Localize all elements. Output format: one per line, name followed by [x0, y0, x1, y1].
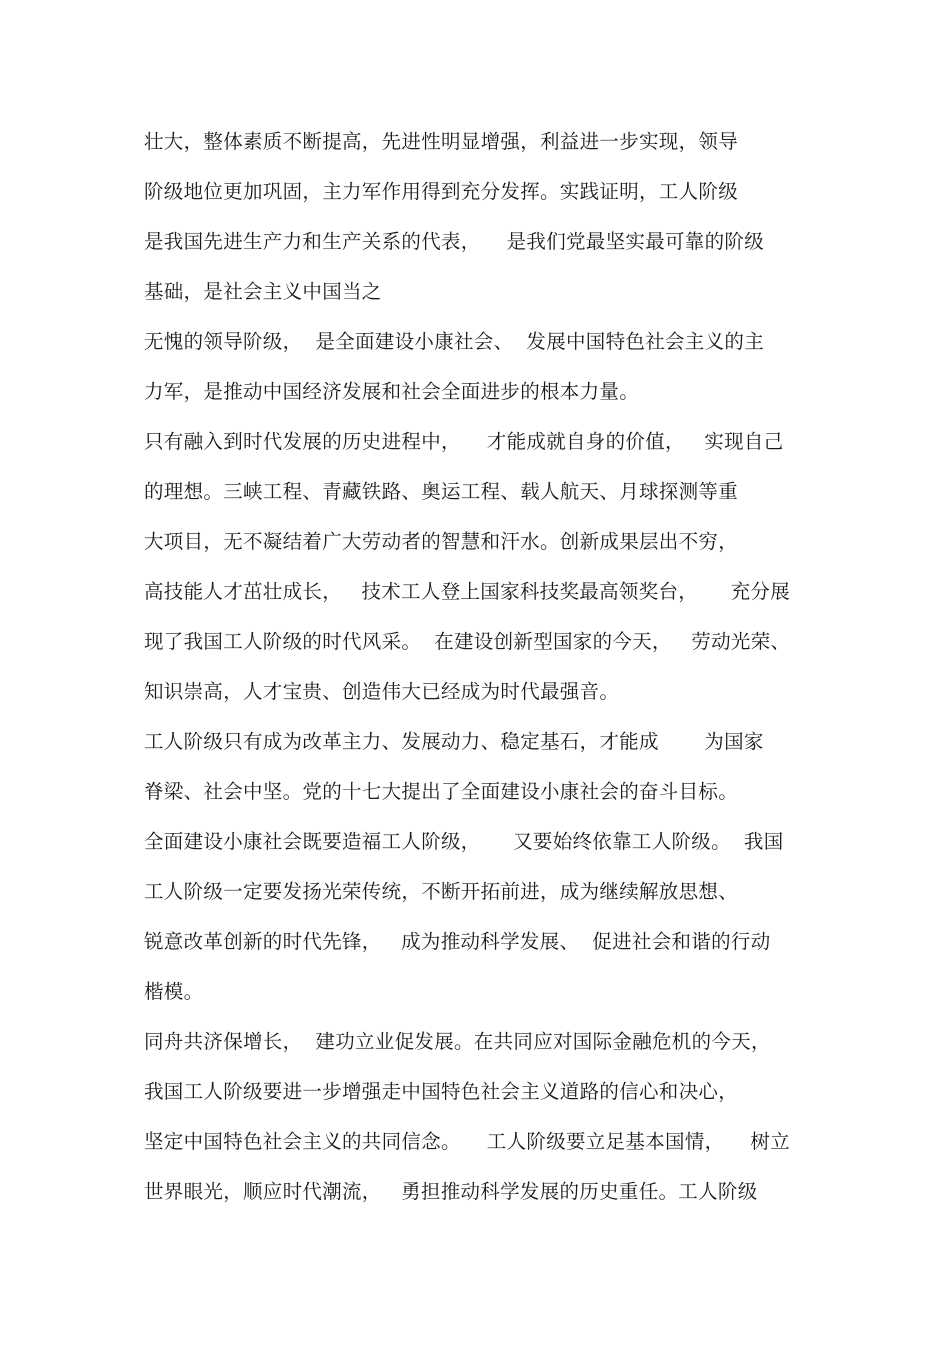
text-line: 锐意改革创新的时代先锋， 成为推动科学发展、 促进社会和谐的行动 [144, 930, 771, 953]
text-line: 全面建设小康社会既要造福工人阶级， 又要始终依靠工人阶级。 我国 [144, 830, 784, 853]
text-line: 大项目，无不凝结着广大劳动者的智慧和汗水。创新成果层出不穷， [144, 530, 739, 553]
text-line: 现了我国工人阶级的时代风采。 在建设创新型国家的今天， 劳动光荣、 [144, 630, 791, 653]
text-line: 高技能人才茁壮成长， 技术工人登上国家科技奖最高领奖台， 充分展 [144, 580, 790, 603]
text-line: 工人阶级只有成为改革主力、发展动力、稳定基石，才能成 为国家 [144, 730, 764, 753]
text-line: 世界眼光，顺应时代潮流， 勇担推动科学发展的历史重任。工人阶级 [144, 1180, 758, 1203]
text-line: 楷模。 [144, 980, 204, 1003]
text-line: 基础，是社会主义中国当之 [144, 280, 382, 303]
text-line: 我国工人阶级要进一步增强走中国特色社会主义道路的信心和决心， [144, 1080, 739, 1103]
text-line: 是我国先进生产力和生产关系的代表， 是我们党最坚实最可靠的阶级 [144, 230, 764, 253]
text-line: 脊梁、社会中坚。党的十七大提出了全面建设小康社会的奋斗目标。 [144, 780, 739, 803]
text-line: 知识崇高，人才宝贵、创造伟大已经成为时代最强音。 [144, 680, 620, 703]
text-line: 工人阶级一定要发扬光荣传统，不断开拓前进，成为继续解放思想、 [144, 880, 739, 903]
text-line: 只有融入到时代发展的历史进程中， 才能成就自身的价值， 实现自己 [144, 430, 784, 453]
text-line: 阶级地位更加巩固，主力军作用得到充分发挥。实践证明，工人阶级 [144, 180, 739, 203]
text-line: 无愧的领导阶级， 是全面建设小康社会、 发展中国特色社会主义的主 [144, 330, 764, 353]
text-line: 壮大，整体素质不断提高，先进性明显增强，利益进一步实现，领导 [144, 130, 739, 153]
text-line: 力军，是推动中国经济发展和社会全面进步的根本力量。 [144, 380, 640, 403]
text-line: 的理想。三峡工程、青藏铁路、奥运工程、载人航天、月球探测等重 [144, 480, 739, 503]
text-line: 同舟共济保增长， 建功立业促发展。在共同应对国际金融危机的今天， [144, 1030, 771, 1053]
text-line: 坚定中国特色社会主义的共同信念。 工人阶级要立足基本国情， 树立 [144, 1130, 790, 1153]
